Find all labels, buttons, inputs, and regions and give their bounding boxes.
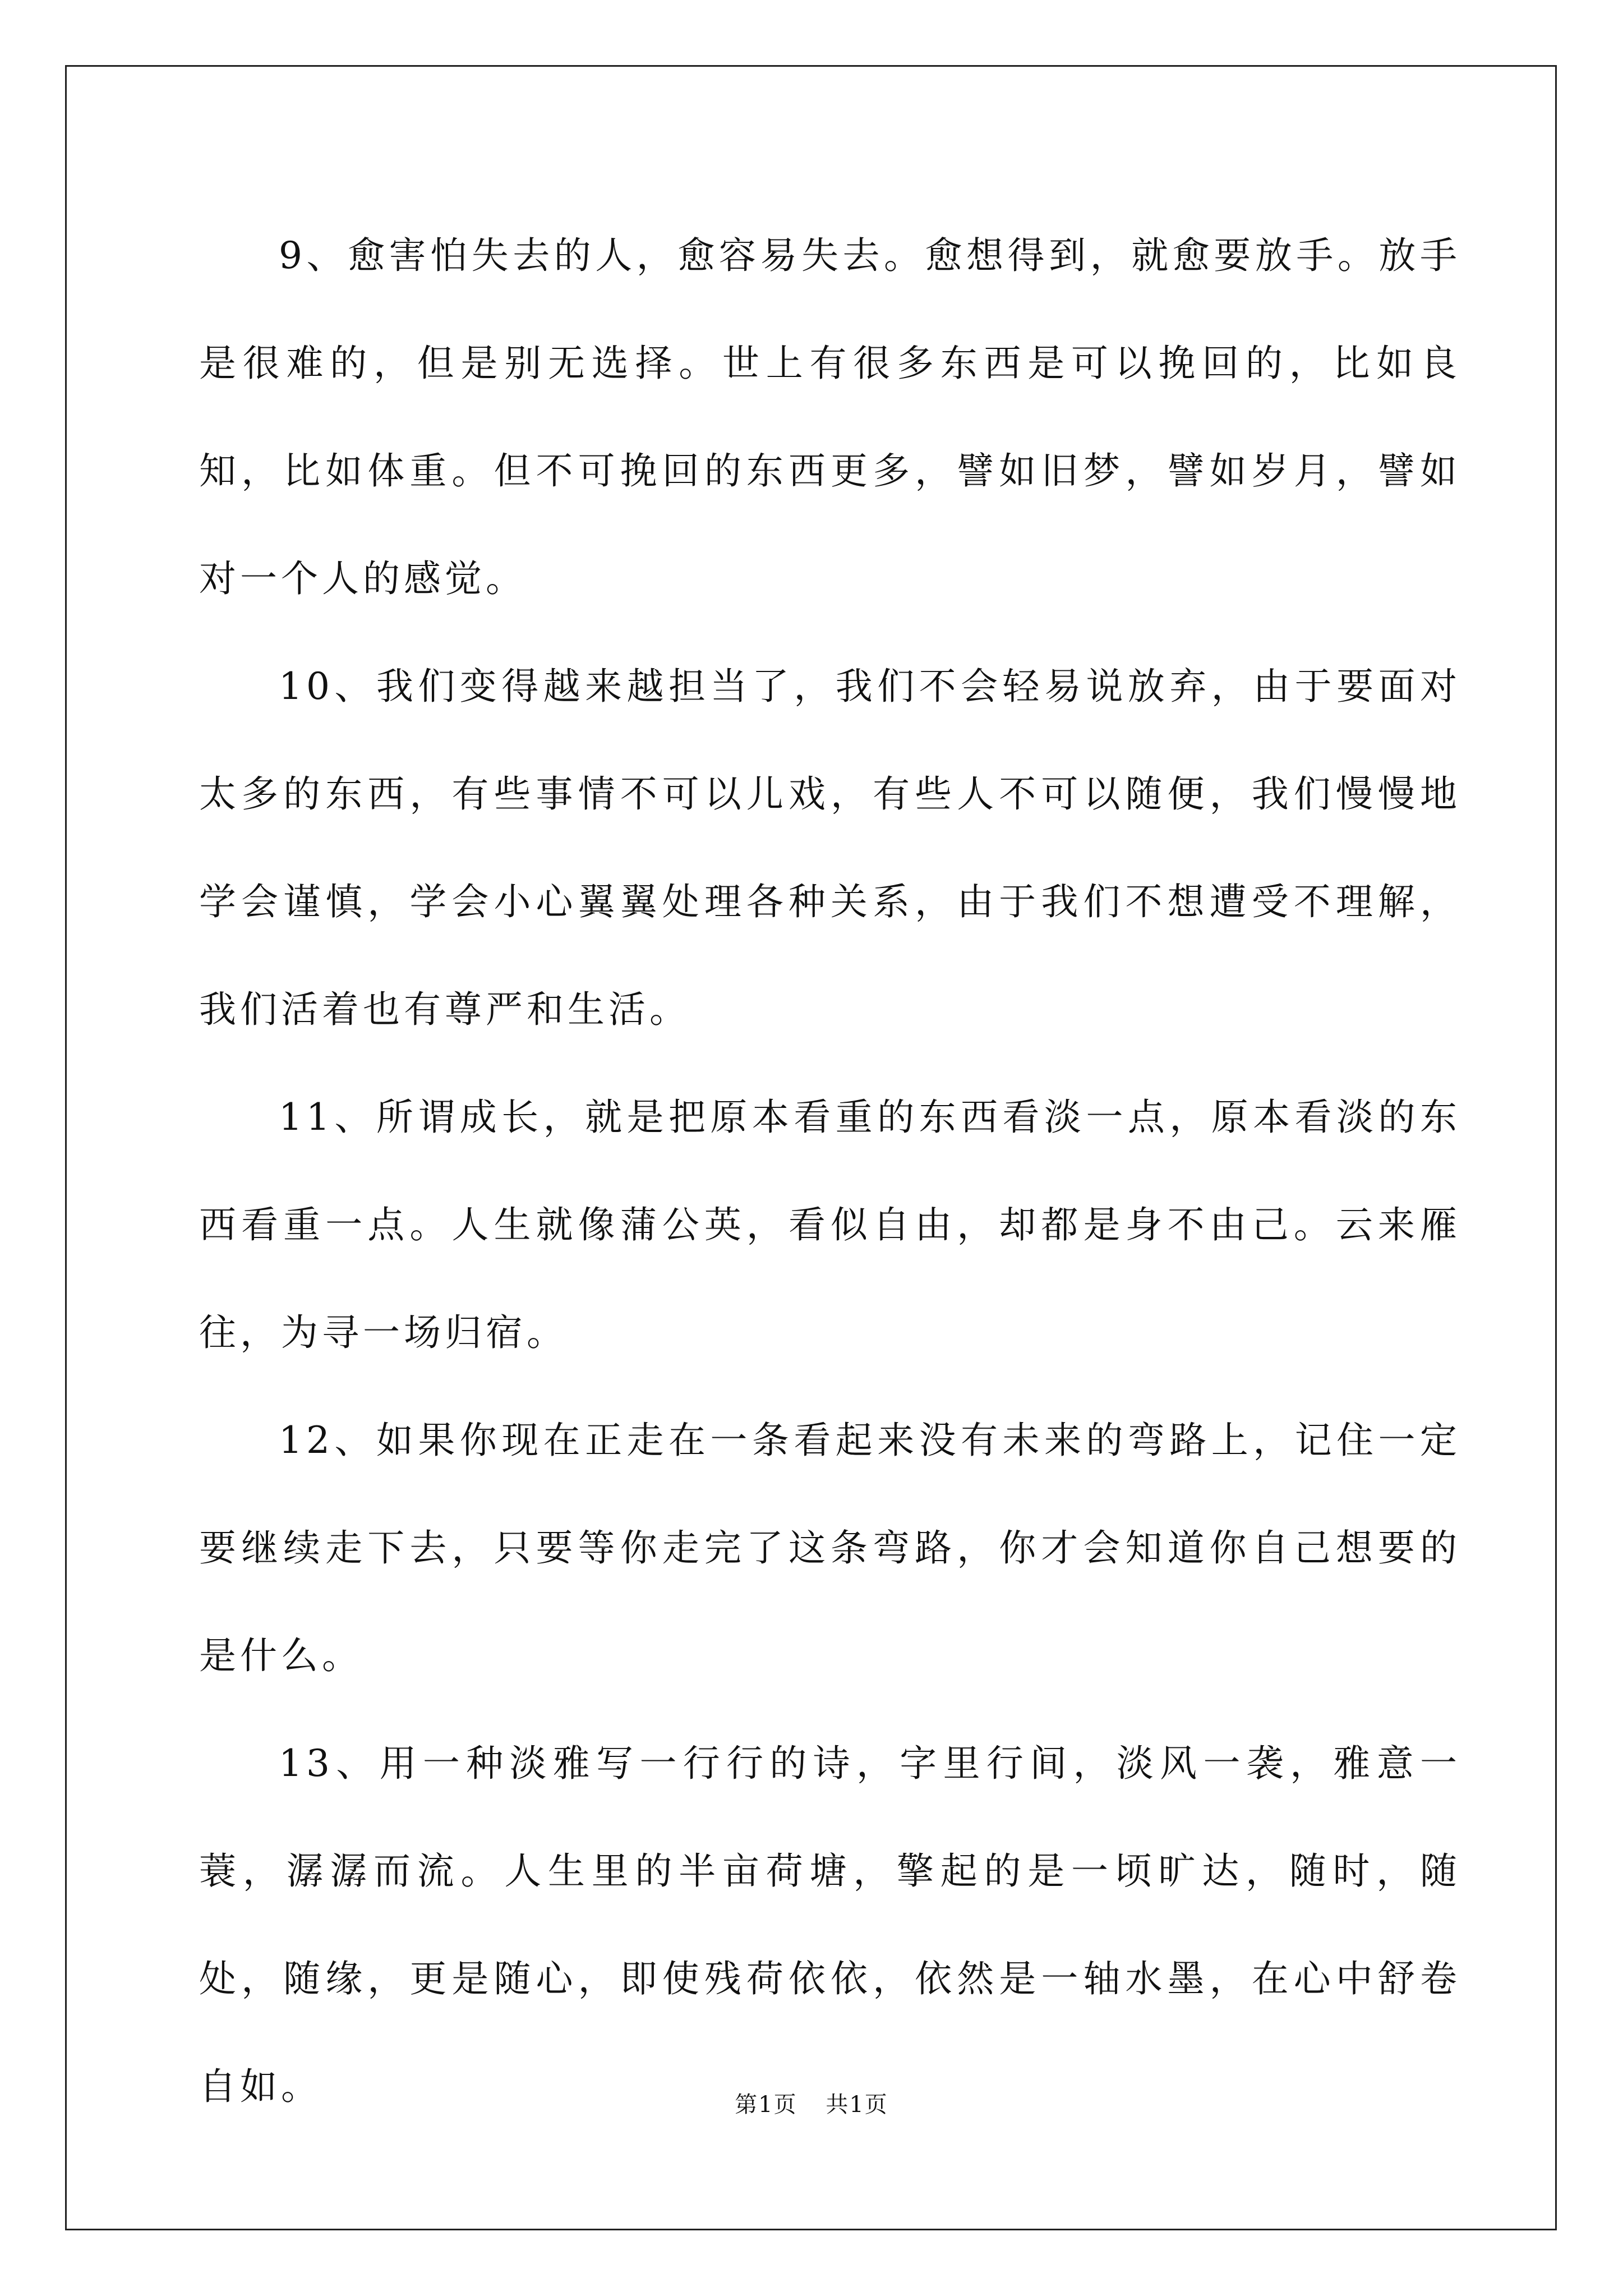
page-total: 共1页 bbox=[826, 2092, 888, 2118]
paragraph-11: 11、所谓成长，就是把原本看重的东西看淡一点，原本看淡的东西看重一点。人生就像蒲公英，看似自由，却都是身不由己。云来雁往，为寻一场归宿。 bbox=[199, 1096, 1461, 1354]
paragraph-13: 13、用一种淡雅写一行行的诗，字里行间，淡风一袭，雅意一蓑，潺潺而流。人生里的半亩荷塘，擎起的是一顷旷达，随时，随处，随缘，更是随心，即使残荷依依，依然是一轴水墨，在心中舒卷自如。 bbox=[199, 1742, 1461, 2108]
page-footer bbox=[0, 2087, 1623, 2119]
paragraph-9: 9、愈害怕失去的人，愈容易失去。愈想得到，就愈要放手。放手是很难的，但是别无选择。世上有很多东西是可以挽回的，比如良知，比如体重。但不可挽回的东西更多，譬如旧梦，譬如岁月，譬如对一个人的感觉。 bbox=[199, 234, 1461, 600]
document-body bbox=[199, 202, 1461, 2141]
paragraph-12: 12、如果你现在正走在一条看起来没有未来的弯路上，记住一定要继续走下去，只要等你走完了这条弯路，你才会知道你自己想要的是什么。 bbox=[199, 1419, 1461, 1677]
page-number: 第1页 bbox=[735, 2092, 797, 2118]
paragraph-10: 10、我们变得越来越担当了，我们不会轻易说放弃，由于要面对太多的东西，有些事情不可以儿戏，有些人不可以随便，我们慢慢地学会谨慎，学会小心翼翼处理各种关系，由于我们不想遭受不理解，我们活着也有尊严和生活。 bbox=[199, 665, 1461, 1031]
